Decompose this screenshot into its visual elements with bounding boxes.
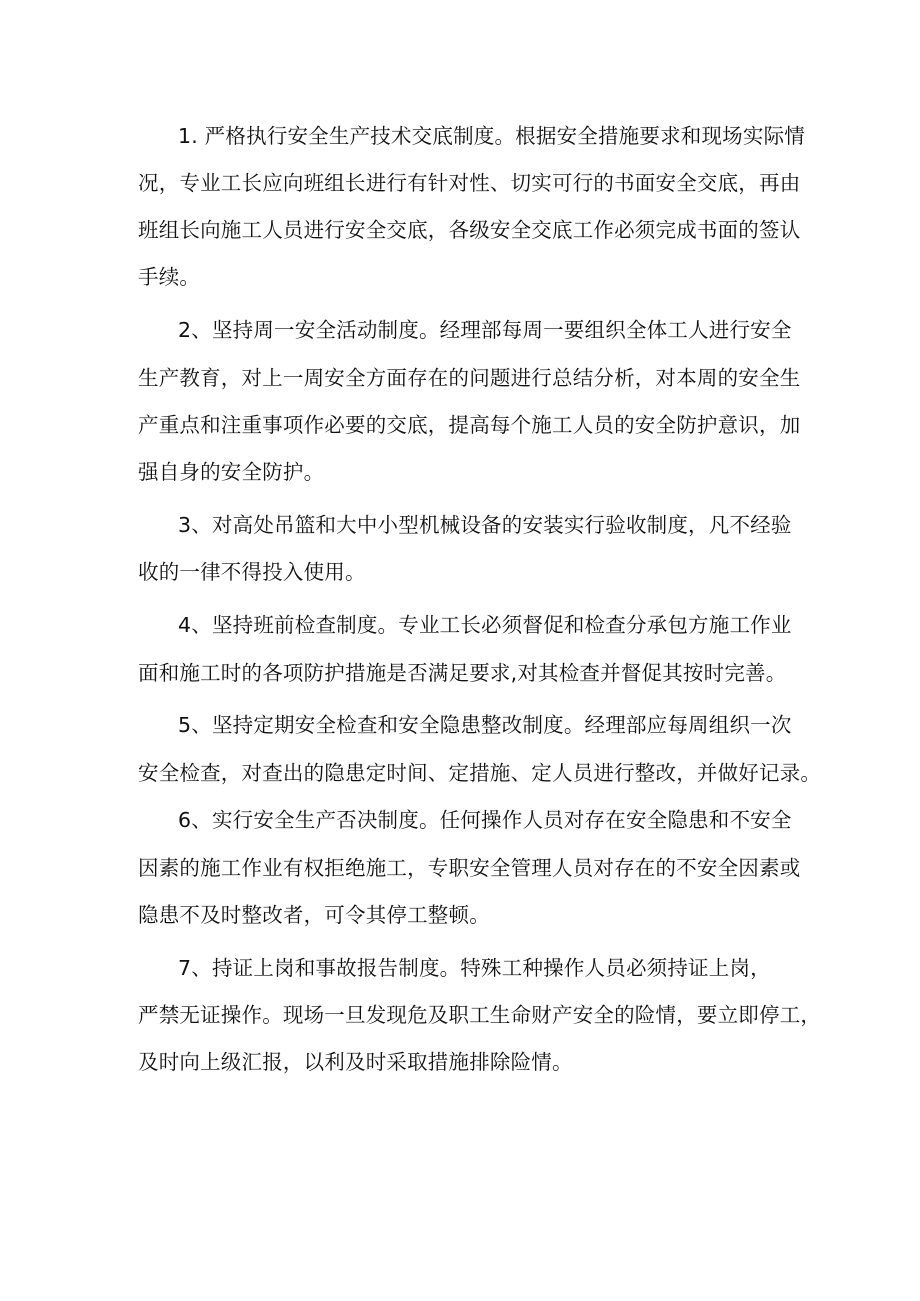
paragraph-5-line-1: 5、坚持定期安全检查和安全隐患整改制度。经理部应每周组织一次 <box>178 713 792 737</box>
paragraph-1-line-2: 况，专业工长应向班组长进行有针对性、切实可行的书面安全交底，再由 <box>138 171 801 195</box>
paragraph-2-line-1: 2、坚持周一安全活动制度。经理部每周一要组织全体工人进行安全 <box>178 318 792 342</box>
paragraph-7-line-3: 及时向上级汇报，以利及时采取措施排除险情。 <box>138 1050 573 1074</box>
paragraph-4-line-2: 面和施工时的各项防护措施是否满足要求,对其检查并督促其按时完善。 <box>138 661 787 685</box>
paragraph-7-line-1: 7、持证上岗和事故报告制度。特殊工种操作人员必须持证上岗， <box>178 956 771 980</box>
paragraph-6-line-2: 因素的施工作业有权拒绝施工，专职安全管理人员对存在的不安全因素或 <box>138 856 801 880</box>
paragraph-3-line-2: 收的一律不得投入使用。 <box>138 560 366 584</box>
paragraph-1-line-4: 手续。 <box>138 265 201 289</box>
paragraph-2-line-2: 生产教育，对上一周安全方面存在的问题进行总结分析，对本周的安全生 <box>138 366 801 390</box>
paragraph-1-line-1: 1. 严格执行安全生产技术交底制度。根据安全措施要求和现场实际情 <box>178 124 805 148</box>
paragraph-4-line-1: 4、坚持班前检查制度。专业工长必须督促和检查分承包方施工作业 <box>178 613 792 637</box>
paragraph-1-line-3: 班组长向施工人员进行安全交底，各级安全交底工作必须完成书面的签认 <box>138 218 801 242</box>
paragraph-7-line-2: 严禁无证操作。现场一旦发现危及职工生命财产安全的险情，要立即停工， <box>138 1003 822 1027</box>
paragraph-6-line-1: 6、实行安全生产否决制度。任何操作人员对存在安全隐患和不安全 <box>178 808 792 832</box>
paragraph-2-line-4: 强自身的安全防护。 <box>138 460 325 484</box>
paragraph-5-line-2: 安全检查，对查出的隐患定时间、定措施、定人员进行整改，并做好记录。 <box>138 761 822 785</box>
paragraph-2-line-3: 产重点和注重事项作必要的交底，提高每个施工人员的安全防护意识，加 <box>138 413 801 437</box>
paragraph-3-line-1: 3、对高处吊篮和大中小型机械设备的安装实行验收制度，凡不经验 <box>178 513 792 537</box>
paragraph-6-line-3: 隐患不及时整改者，可令其停工整顿。 <box>138 903 490 927</box>
